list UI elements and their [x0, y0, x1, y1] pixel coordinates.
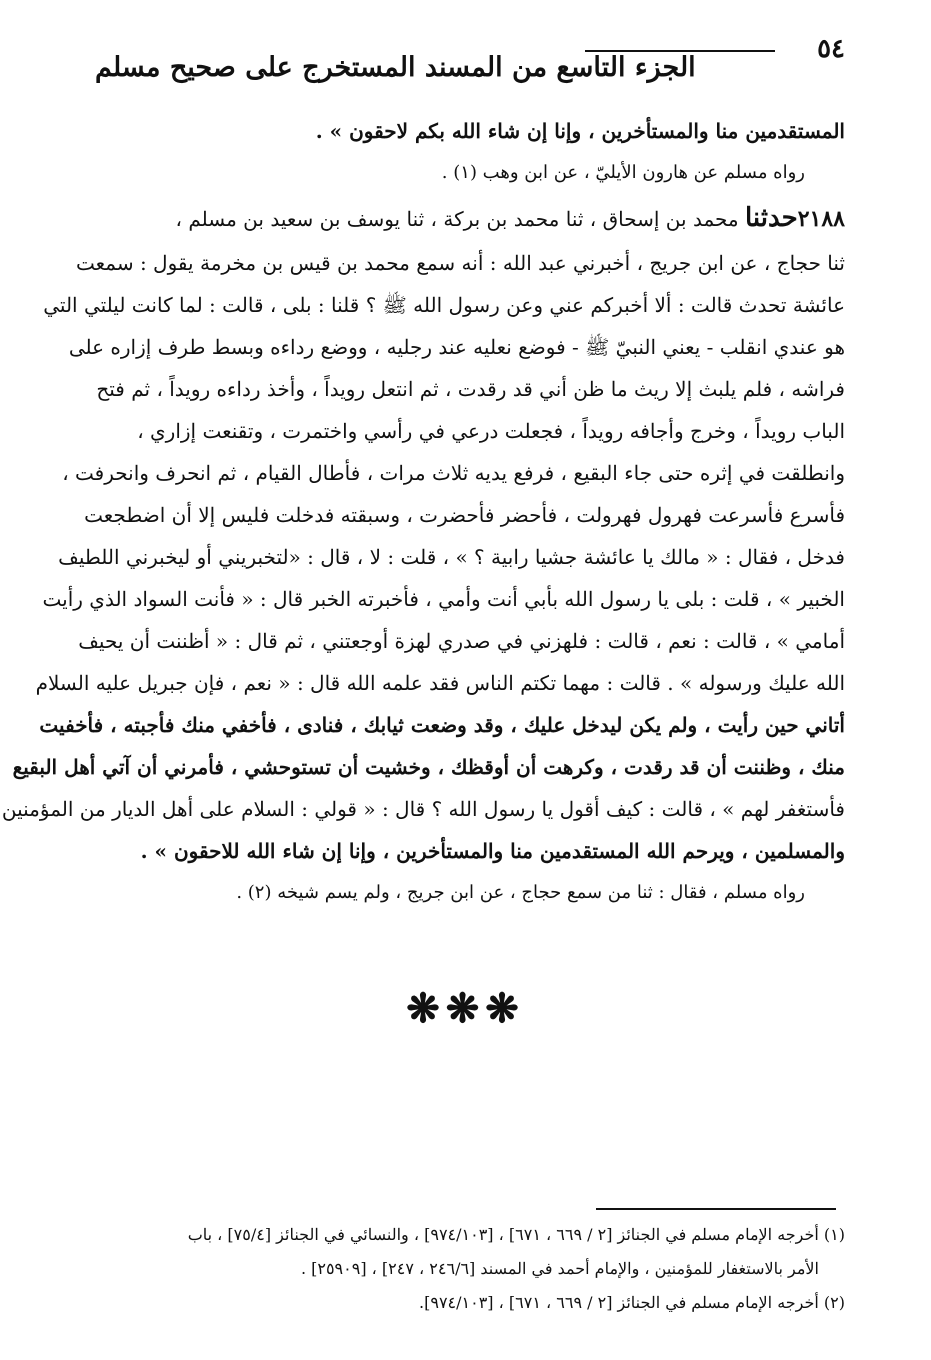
main-text [1, 110, 845, 914]
text-line: وانطلقت في إثره حتى جاء البقيع ، فرفع يديه ثلاث مرات ، فأطال القيام ، ثم انحرف وانحرفت ، [62, 461, 845, 485]
footnote-rule [596, 1208, 836, 1210]
page-header [95, 30, 845, 90]
footnote-line: الأمر بالاستغفار للمؤمنين ، والإمام أحمد في المسند [٢٤٦/٦ ، ٢٤٧] ، [٢٥٩٠٩] . [300, 1259, 819, 1278]
footnote-line: (٢) أخرجه الإمام مسلم في الجنائز [٢ / ٦٦٩ ، ٦٧١] ، [٩٧٤/١٠٣]. [419, 1293, 845, 1312]
text-line: أمامي » ، قالت : نعم ، قالت : فلهزني في صدري لهزة أوجعتني ، ثم قال : « أظننت أن يحيف [78, 629, 845, 653]
text-line: الله عليك ورسوله » . قالت : مهما تكتم الناس فقد علمه الله قال : « نعم ، فإن جبريل عليه السلام [35, 671, 845, 695]
text-line: الباب رويداً ، وخرج وأجافه رويداً ، فجعلت درعي في رأسي واختمرت ، وتقنعت إزاري ، [137, 419, 845, 443]
text-line: رواه مسلم عن هارون الأيليّ ، عن ابن وهب (١) . [441, 162, 805, 183]
footnote-line: (١) أخرجه الإمام مسلم في الجنائز [٢ / ٦٦٩ ، ٦٧١] ، [٩٧٤/١٠٣] ، والنسائي في الجنائز [٧٥/٤] ، باب [187, 1225, 845, 1244]
text-line: والمسلمين ، ويرحم الله المستقدمين منا والمستأخرين ، وإنا إن شاء الله للاحقون » . [140, 839, 845, 863]
text-line: الخبير » ، قلت : بلى يا رسول الله بأبي أنت وأمي ، فأخبرته الخبر قال : « فأنت السواد الذي رأيت [42, 587, 845, 611]
text-line: هو عندي انقلب - يعني النبيّ ﷺ - فوضع نعليه عند رجليه ، ووضع رداءه وبسط طرف إزاره على [68, 335, 845, 359]
haddathana-keyword: حدثنا [745, 203, 798, 233]
text-line: فدخل ، فقال : « مالك يا عائشة جشيا رابية ؟ » ، قلت : لا ، قال : «لتخبريني أو ليخبرني اللطيف [58, 545, 845, 569]
text-line: فراشه ، فلم يلبث إلا ريث ما ظن أني قد رقدت ، ثم انتعل رويداً ، وأخذ رداءه رويداً ، ثم فتح [96, 377, 845, 401]
hadith-opening-line [95, 194, 845, 242]
text-line: رواه مسلم ، فقال : ثنا من سمع حجاج ، عن ابن جريج ، ولم يسم شيخه (٢) . [236, 882, 805, 903]
text-line: منك ، وظننت أن قد رقدت ، وكرهت أن أوقظك ، وخشيت أن تستوحشي ، فأمرني أن آتي أهل البقيع [12, 755, 845, 779]
text-line: المستقدمين منا والمستأخرين ، وإنا إن شاء الله بكم لاحقون » . [315, 119, 845, 143]
footnotes [95, 1218, 845, 1320]
text-line: أتاني حين رأيت ، ولم يكن ليدخل عليك ، وقد وضعت ثيابك ، فنادى ، فأخفي منك فأجبته ، فأخفيت [39, 713, 845, 737]
page-number: ٥٤ [817, 34, 845, 64]
line-text: محمد بن إسحاق ، ثنا محمد بن بركة ، ثنا يوسف بن سعيد بن مسلم ، [175, 207, 739, 231]
text-line: فأسرع فأسرعت فهرول فهرولت ، فأحضر فأحضرت ، وسبقته فدخلت فليس إلا أن اضطجعت [84, 503, 845, 527]
text-line: فأستغفر لهم » ، قالت : كيف أقول يا رسول الله ؟ قال : « قولي : السلام على أهل الديار من المؤمنين [1, 797, 845, 821]
running-title: الجزء التاسع من المسند المستخرج على صحيح مسلم [95, 52, 696, 83]
text-line: ثنا حجاج ، عن ابن جريج ، أخبرني عبد الله : أنه سمع محمد بن قيس بن مخرمة يقول : سمعت [76, 251, 845, 275]
text-line: عائشة تحدث قالت : ألا أخبركم عني وعن رسول الله ﷺ ؟ قلنا : بلى ، قالت : لما كانت ليلتي التي [43, 293, 845, 317]
hadith-number: ٢١٨٨ [797, 206, 845, 232]
section-ornament: ❋❋❋ [406, 985, 525, 1032]
